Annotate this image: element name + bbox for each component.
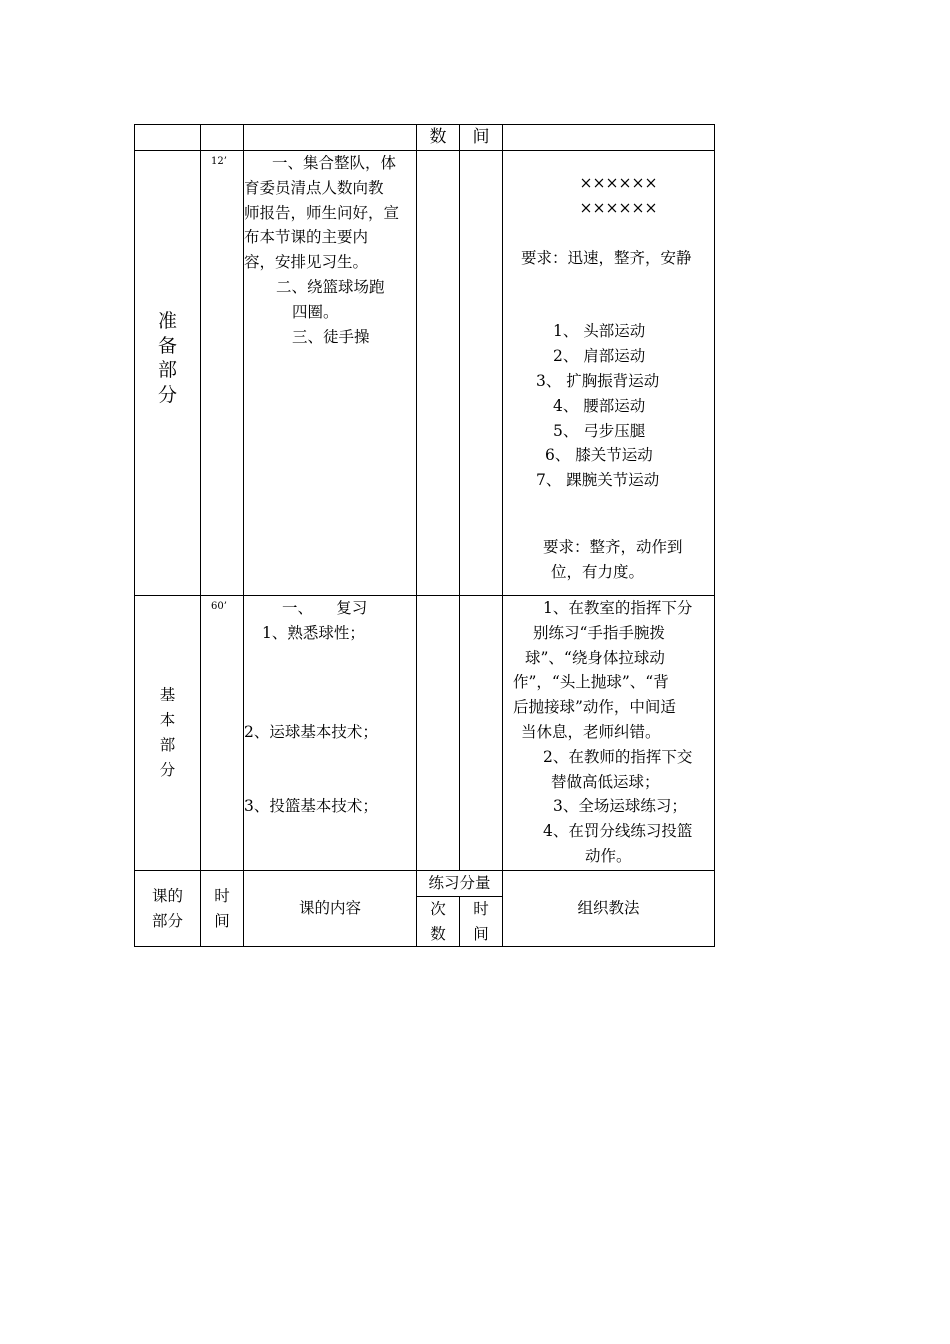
basic-section-label: 基 本 部 分 xyxy=(135,596,201,871)
basic-item-2: 2、运球基本技术； xyxy=(244,722,378,741)
basic-row xyxy=(135,596,715,871)
footer-load-label: 练习分量 xyxy=(417,871,503,897)
exercise-7: 7、 踝腕关节运动 xyxy=(536,471,660,490)
exercise-4: 4、 腰部运动 xyxy=(553,396,646,415)
prep-time-cell xyxy=(201,151,244,596)
prep-time: 12’ xyxy=(211,156,227,167)
footer-count-label: 次 数 xyxy=(417,896,460,947)
footer-duration-label: 时 间 xyxy=(460,896,503,947)
prep-count-cell xyxy=(417,151,460,596)
top-header-duration: 间 xyxy=(460,125,503,151)
top-header-row xyxy=(135,125,715,151)
footer-part-label: 课的 部分 xyxy=(135,871,201,947)
exercise-1: 1、 头部运动 xyxy=(553,322,646,341)
prep-content: 一、集合整队，体 育委员清点人数向教 师报告，师生问好，宣 布本节课的主要内 容，安排见习生。 二、绕篮球场跑 四圈。 三、徒手操 xyxy=(244,151,417,596)
formation-row-2: ×××××× xyxy=(579,198,658,217)
footer-time-label: 时 间 xyxy=(201,871,244,947)
footer-content-label: 课的内容 xyxy=(244,871,417,947)
basic-time-cell xyxy=(201,596,244,871)
prep-row xyxy=(135,151,715,596)
exercise-6: 6、 膝关节运动 xyxy=(545,446,653,465)
prep-method xyxy=(503,151,715,596)
top-header-time-cell xyxy=(201,125,244,151)
basic-item-3: 3、投篮基本技术； xyxy=(244,797,378,816)
prep-requirement-1: 要求：迅速，整齐，安静 xyxy=(521,248,692,267)
top-header-content-cell xyxy=(244,125,417,151)
exercise-3: 3、 扩胸振背运动 xyxy=(536,371,660,390)
basic-item-1: 1、熟悉球性； xyxy=(262,623,365,642)
top-header-count: 数 xyxy=(417,125,460,151)
top-header-part-cell xyxy=(135,125,201,151)
prep-section-label: 准 备 部 分 xyxy=(135,151,201,596)
exercise-2: 2、 肩部运动 xyxy=(553,347,646,366)
footer-method-label: 组织教法 xyxy=(503,871,715,947)
basic-review: 一、 复习 xyxy=(282,599,368,617)
formation-row-1: ×××××× xyxy=(579,174,658,192)
top-header-method-cell xyxy=(503,125,715,151)
basic-time: 60’ xyxy=(211,601,227,612)
prep-requirement-2a: 要求：整齐，动作到 xyxy=(543,537,683,556)
basic-method: 1、在教室的指挥下分 别练习“手指手腕拨 球”、“绕身体拉球动 作”，“头上抛球”、“背 后抛接球”动作，中间适 当休息，老师纠错。 2、在教师的指挥下交 替做高低运球； 3、全场运球练习； 4、在罚分线练习投篮 动作。 xyxy=(503,596,715,871)
basic-count-cell xyxy=(417,596,460,871)
prep-requirement-2b: 位，有力度。 xyxy=(551,562,645,581)
basic-content xyxy=(244,596,417,871)
basic-duration-cell xyxy=(460,596,503,871)
footer-row-1 xyxy=(135,871,715,897)
lesson-plan-table xyxy=(134,124,715,947)
prep-duration-cell xyxy=(460,151,503,596)
exercise-5: 5、 弓步压腿 xyxy=(553,421,646,440)
